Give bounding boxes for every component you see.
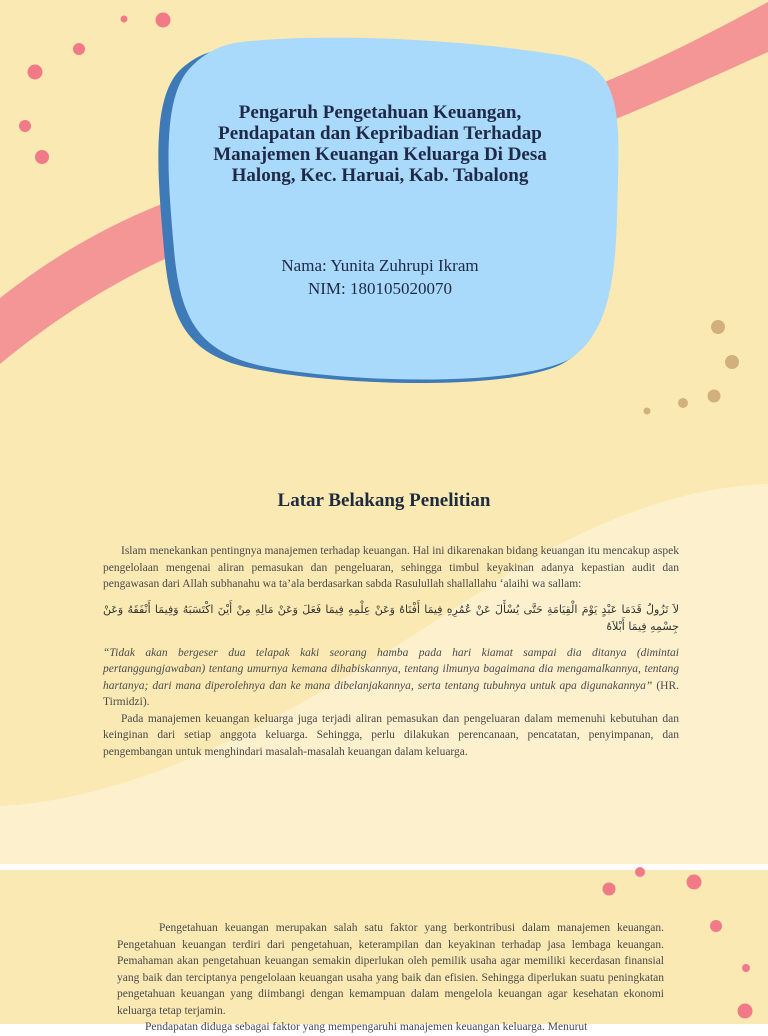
- decor-dot: [708, 390, 721, 403]
- decor-dot: [156, 13, 171, 28]
- decor-dot: [742, 964, 750, 972]
- family-paragraph: Pada manajemen keuangan keluarga juga terjadi aliran pemasukan dan pengeluaran dalam memenuhi kebutuhan dan keinginan dari setiap anggota keluarga. Sehingga, perlu dilakukan perencanaan, pencatatan, penyimpanan, dan pengembangan untuk menghindari masalah-masalah keuangan dalam keluarga.: [103, 712, 679, 758]
- knowledge-slide: [0, 870, 768, 1033]
- cover-text: [190, 102, 570, 300]
- decor-dot: [635, 867, 645, 877]
- decor-dot: [35, 150, 49, 164]
- cover-title: Pengaruh Pengetahuan Keuangan, Pendapatan dan Kepribadian Terhadap Manajemen Keuangan Keluarga Di Desa Halong, Kec. Haruai, Kab. Tabalong: [213, 102, 547, 186]
- decor-dot: [711, 320, 725, 334]
- decor-dot: [603, 883, 616, 896]
- student-name: Nama: Yunita Zuhrupi Ikram: [281, 256, 479, 275]
- decor-dot: [644, 408, 651, 415]
- decor-dot: [121, 16, 128, 23]
- hadith-translation-text: “Tidak akan bergeser dua telapak kaki seorang hamba pada hari kiamat sampai dia ditanya (dimintai pertanggungjawaban) tentang umurnya kemana dihabiskannya, tentang ilmunya bagaimana dia mengamalkannya, tentang hartanya; dari mana diperolehnya dan ke mana dibelanjakannya, serta tentang tubuhnya untuk apa digunakannya”: [103, 646, 679, 692]
- decor-dot: [738, 1004, 753, 1019]
- cover-slide: [0, 0, 768, 436]
- student-nim: NIM: 180105020070: [307, 279, 453, 298]
- knowledge-text: [117, 920, 664, 1036]
- decor-dot: [710, 920, 722, 932]
- background-slide: [0, 436, 768, 864]
- section-title: Latar Belakang Penelitian: [277, 490, 491, 511]
- hadith-arabic: لاَ تَزُولُ قَدَمَا عَبْدٍ يَوْمَ الْقِيَامَةِ حَتَّى يُسْأَلَ عَنْ عُمُرِهِ فِيمَا أَفْنَاهُ وَعَنْ عِلْمِهِ فِيمَا فَعَلَ وَعَنْ مَالِهِ مِنْ أَيْنَ اكْتَسَبَهُ وَفِيمَا أَنْفَقَهُ وَعَنْ جِسْمِهِ فِيمَا أَبْلاَهُ: [103, 602, 679, 633]
- decor-dot: [28, 65, 43, 80]
- decor-dot: [687, 875, 702, 890]
- decor-dot: [678, 398, 688, 408]
- decor-dot: [19, 120, 31, 132]
- hadith-source: (HR. Tirmidzi).: [103, 679, 679, 708]
- decor-dot: [725, 355, 739, 369]
- student-info: [190, 254, 570, 300]
- income-paragraph: Pendapatan diduga sebagai faktor yang mempengaruhi manajemen keuangan keluarga. Menurut: [145, 1021, 588, 1033]
- knowledge-paragraph: Pengetahuan keuangan merupakan salah satu faktor yang berkontribusi dalam manajemen keuangan. Pengetahuan keuangan terdiri dari pengetahuan, keterampilan dan keyakinan terhadap jasa lembaga keuangan. Pemahaman akan pengetahuan keuangan semakin diperlukan oleh pemilik usaha agar memiliki kecerdasan finansial yang baik dan terciptanya pengelolaan keuangan usaha yang baik dan efisien. Sehingga diperlukan suatu peningkatan pengetahuan keuangan yang diimbangi dengan kemampuan dalam mengelola keuangan agar kesehatan ekonomi keluarga tetap terjamin.: [117, 922, 664, 1017]
- decor-dot: [73, 43, 85, 55]
- intro-paragraph: Islam menekankan pentingnya manajemen terhadap keuangan. Hal ini dikarenakan bidang keuangan itu mencakup aspek pengelolaan mengenai aliran pemasukan dan pengeluaran, sehingga timbul keyakinan adanya kepastian audit dan pengawasan dari Allah subhanahu wa ta’ala berdasarkan sabda Rasulullah shallallahu ‘alaihi wa sallam:: [103, 545, 679, 590]
- hadith-translation: [103, 645, 679, 711]
- background-text: [103, 543, 679, 760]
